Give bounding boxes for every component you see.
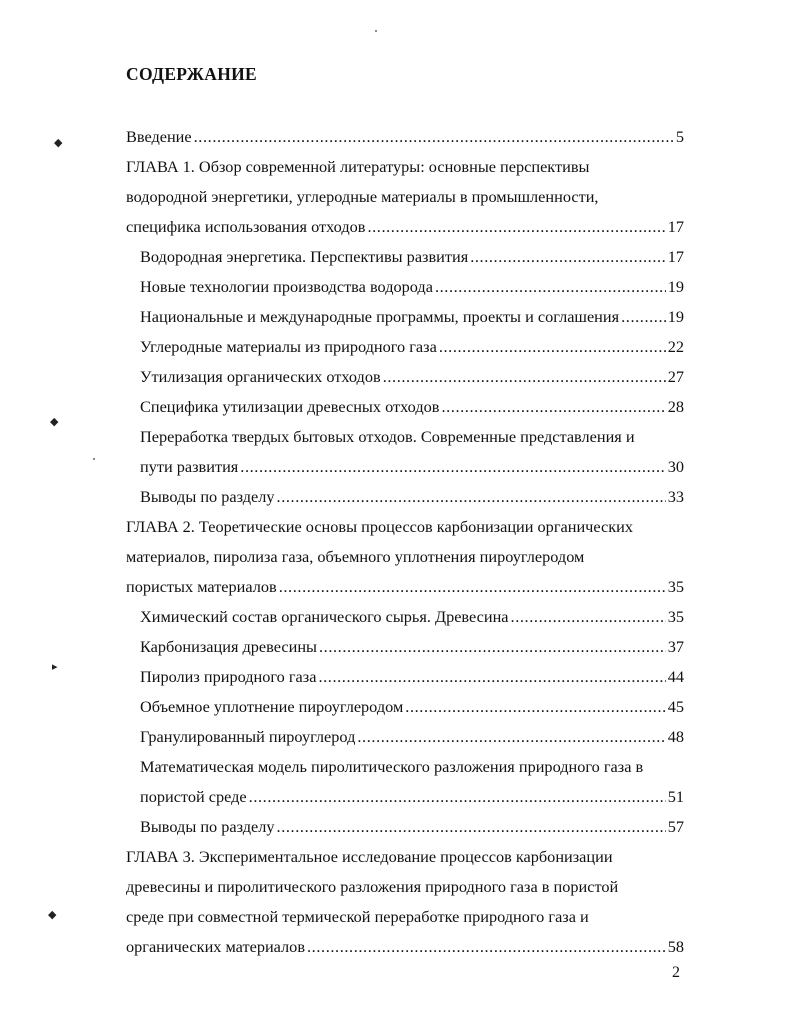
toc-line xyxy=(126,362,684,392)
toc-page-number: 17 xyxy=(667,217,684,236)
toc-entry xyxy=(126,302,684,332)
toc-line xyxy=(126,902,684,932)
toc-entry-text: Выводы по разделу xyxy=(140,487,275,506)
toc-line xyxy=(126,812,684,842)
dot-leader xyxy=(249,782,666,812)
toc-entry-text: пористой среде xyxy=(140,787,247,806)
dot-leader xyxy=(439,332,666,362)
toc-entry-text: Новые технологии производства водорода xyxy=(140,277,433,296)
toc-entry-text: водородной энергетики, углеродные материалы в промышленности, xyxy=(126,187,599,206)
toc-entry xyxy=(126,812,684,842)
toc-leader-line xyxy=(140,692,684,722)
toc-entry xyxy=(126,662,684,692)
toc-leader-line xyxy=(126,212,684,242)
toc-entry-text: Химический состав органического сырья. Древесина xyxy=(140,607,509,626)
toc-page-number: 22 xyxy=(667,337,684,356)
toc-page-number: 19 xyxy=(667,307,684,326)
toc-line xyxy=(126,542,684,572)
toc-entry-text: ГЛАВА 3. Экспериментальное исследование процессов карбонизации xyxy=(126,847,613,866)
toc-line xyxy=(126,722,684,752)
toc-leader-line xyxy=(140,812,684,842)
margin-mark-icon: ◆ xyxy=(50,415,59,428)
toc-page-number: 5 xyxy=(675,127,684,146)
toc-line xyxy=(126,482,684,512)
dot-leader xyxy=(194,122,674,152)
toc-leader-line xyxy=(140,392,684,422)
toc-page-number: 44 xyxy=(667,667,684,686)
toc-line xyxy=(126,302,684,332)
toc-entry-text: пористых материалов xyxy=(126,577,277,596)
toc-line xyxy=(126,182,684,212)
toc-line xyxy=(126,122,684,152)
toc-entry-text: Выводы по разделу xyxy=(140,817,275,836)
toc-entry xyxy=(126,272,684,302)
dot-leader xyxy=(277,812,666,842)
toc-entry-text: ГЛАВА 2. Теоретические основы процессов карбонизации органических xyxy=(126,517,633,536)
toc-page-number: 28 xyxy=(667,397,684,416)
toc-page-number: 58 xyxy=(667,937,684,956)
toc-leader-line xyxy=(140,332,684,362)
toc-page-number: 17 xyxy=(667,247,684,266)
toc-leader-line xyxy=(140,362,684,392)
toc-line xyxy=(126,632,684,662)
toc-page-number: 33 xyxy=(667,487,684,506)
toc-leader-line xyxy=(140,782,684,812)
toc-line xyxy=(126,572,684,602)
toc-leader-line xyxy=(140,602,684,632)
toc-entry-text: специфика использования отходов xyxy=(126,217,366,236)
toc-entry-text: материалов, пиролиза газа, объемного уплотнения пироуглеродом xyxy=(126,547,585,566)
toc-entry-text: Переработка твердых бытовых отходов. Современные представления и xyxy=(140,427,635,446)
toc-line xyxy=(126,392,684,422)
margin-mark-icon: ▸ xyxy=(52,660,58,673)
toc-leader-line xyxy=(140,272,684,302)
toc-leader-line xyxy=(126,122,684,152)
toc-line xyxy=(126,752,684,782)
toc-line xyxy=(126,842,684,872)
toc-entry-text: Водородная энергетика. Перспективы развития xyxy=(140,247,469,266)
toc-entry xyxy=(126,482,684,512)
toc-line xyxy=(126,692,684,722)
toc-line xyxy=(126,152,684,182)
toc-line xyxy=(126,212,684,242)
toc-line xyxy=(126,332,684,362)
toc-entry-text: органических материалов xyxy=(126,937,306,956)
toc-line xyxy=(126,512,684,542)
toc-page-number: 35 xyxy=(667,577,684,596)
toc-line xyxy=(126,272,684,302)
toc-page-number: 45 xyxy=(667,697,684,716)
toc-leader-line xyxy=(140,452,684,482)
toc-entry-text: среде при совместной термической переработке природного газа и xyxy=(126,907,589,926)
toc-entry-text: Специфика утилизации древесных отходов xyxy=(140,397,440,416)
toc-entry xyxy=(126,122,684,152)
toc-line xyxy=(126,422,684,452)
toc-entry-text: Карбонизация древесины xyxy=(140,637,317,656)
dot-leader xyxy=(277,482,666,512)
dot-leader xyxy=(240,452,665,482)
toc-entry-text: пути развития xyxy=(140,457,239,476)
toc-entry-text: Математическая модель пиролитического разложения природного газа в xyxy=(140,757,644,776)
toc-leader-line xyxy=(126,932,684,962)
toc-leader-line xyxy=(140,722,684,752)
toc-line xyxy=(126,602,684,632)
toc-entry xyxy=(126,332,684,362)
dot-leader xyxy=(307,932,666,962)
toc-page-number: 30 xyxy=(667,457,684,476)
dot-leader xyxy=(383,362,666,392)
dot-leader xyxy=(367,212,665,242)
toc-leader-line xyxy=(140,632,684,662)
dot-leader xyxy=(621,302,666,332)
toc-entry-text: Утилизация органических отходов xyxy=(140,367,381,386)
toc-line xyxy=(126,452,684,482)
toc-entry xyxy=(126,362,684,392)
scan-speck xyxy=(93,458,95,460)
toc-entry xyxy=(126,842,684,962)
toc-entry xyxy=(126,242,684,272)
toc-entry-text: Углеродные материалы из природного газа xyxy=(140,337,437,356)
toc-page-number: 35 xyxy=(667,607,684,626)
toc-entry xyxy=(126,752,684,812)
toc-entry-text: Объемное уплотнение пироуглеродом xyxy=(140,697,404,716)
dot-leader xyxy=(318,662,665,692)
toc-page-number: 19 xyxy=(667,277,684,296)
toc-entry-text: Гранулированный пироуглерод xyxy=(140,727,356,746)
toc-line xyxy=(126,782,684,812)
toc-entry xyxy=(126,692,684,722)
toc-page-number: 51 xyxy=(667,787,684,806)
margin-mark-icon: ◆ xyxy=(48,908,57,921)
toc-entry-text: ГЛАВА 1. Обзор современной литературы: основные перспективы xyxy=(126,157,590,176)
toc-entry-text: Введение xyxy=(126,127,192,146)
toc-page-number: 37 xyxy=(667,637,684,656)
toc-entry xyxy=(126,392,684,422)
toc-leader-line xyxy=(126,572,684,602)
toc-entry xyxy=(126,422,684,482)
toc-line xyxy=(126,242,684,272)
page-number: 2 xyxy=(672,964,680,981)
scan-speck xyxy=(375,30,377,32)
toc-line xyxy=(126,872,684,902)
toc-entry xyxy=(126,152,684,242)
toc-leader-line xyxy=(140,242,684,272)
toc-page-number: 27 xyxy=(667,367,684,386)
dot-leader xyxy=(511,602,666,632)
dot-leader xyxy=(279,572,666,602)
dot-leader xyxy=(441,392,665,422)
toc-entry-text: Национальные и международные программы, проекты и соглашения xyxy=(140,307,620,326)
dot-leader xyxy=(435,272,666,302)
table-of-contents xyxy=(126,122,684,962)
page-title: СОДЕРЖАНИЕ xyxy=(126,64,258,84)
toc-entry-text: Пиролиз природного газа xyxy=(140,667,317,686)
toc-line xyxy=(126,932,684,962)
toc-leader-line xyxy=(140,482,684,512)
margin-mark-icon: ◆ xyxy=(54,136,63,149)
toc-entry-text: древесины и пиролитического разложения природного газа в пористой xyxy=(126,877,619,896)
toc-entry xyxy=(126,512,684,602)
toc-entry xyxy=(126,722,684,752)
toc-page-number: 57 xyxy=(667,817,684,836)
toc-leader-line xyxy=(140,302,684,332)
dot-leader xyxy=(319,632,666,662)
toc-line xyxy=(126,662,684,692)
dot-leader xyxy=(405,692,665,722)
dot-leader xyxy=(470,242,666,272)
dot-leader xyxy=(357,722,665,752)
toc-leader-line xyxy=(140,662,684,692)
toc-page-number: 48 xyxy=(667,727,684,746)
toc-entry xyxy=(126,602,684,632)
toc-entry xyxy=(126,632,684,662)
